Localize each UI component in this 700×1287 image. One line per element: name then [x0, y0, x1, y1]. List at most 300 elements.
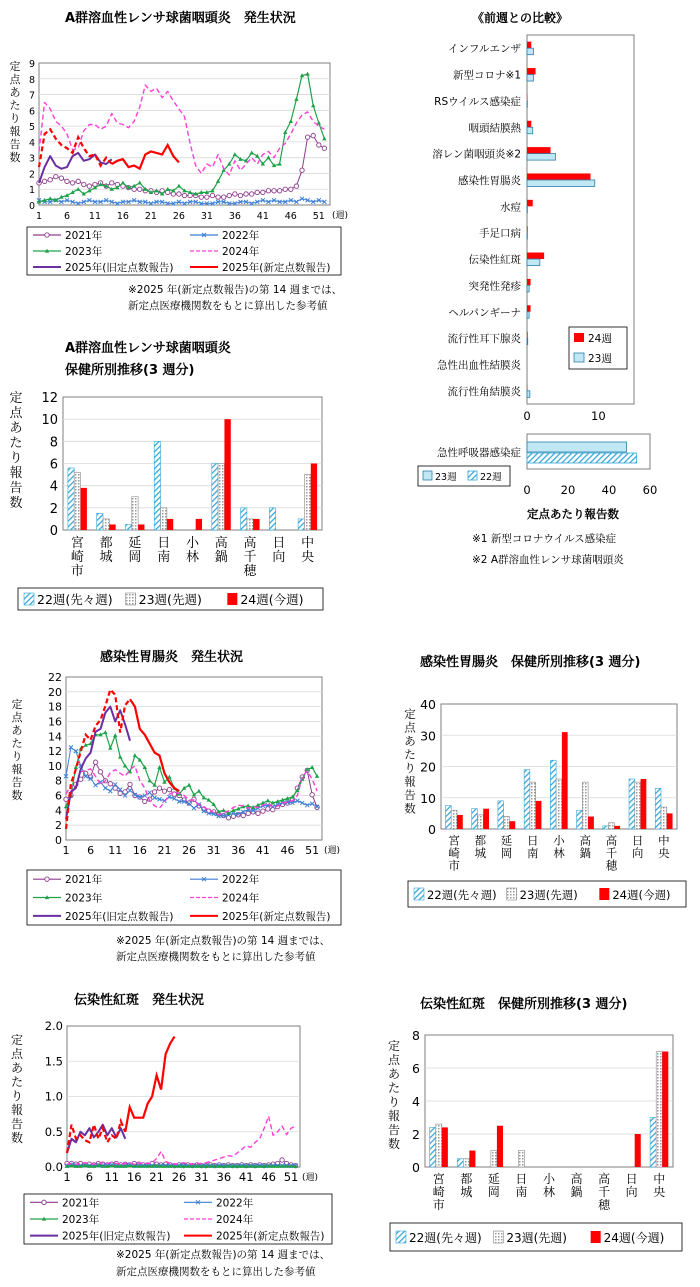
- office-label-char: 穂: [605, 858, 618, 873]
- gas-bar-subtitle: 保健所別推移(3 週分): [65, 363, 195, 378]
- y-tick-label: 2: [412, 1127, 420, 1142]
- point-marker: [138, 181, 142, 185]
- legend-label: 2022年: [216, 1197, 254, 1210]
- x-tick-label: 1: [62, 844, 70, 857]
- bar-w23: [218, 464, 224, 531]
- y-tick-label: 8: [412, 1028, 420, 1043]
- point-marker: [233, 152, 237, 156]
- y-tick-label: 14: [48, 730, 62, 744]
- bar-w22: [241, 508, 247, 530]
- x-tick-label: 21: [149, 1170, 164, 1184]
- x-tick-label: 46: [261, 1170, 276, 1184]
- ylabel-char: 定: [11, 698, 23, 711]
- point-marker: [108, 781, 112, 785]
- bar-w24: [483, 809, 489, 829]
- gas-line-ylabel: [10, 60, 22, 164]
- x-tick-label: 41: [255, 844, 270, 857]
- point-marker: [255, 190, 259, 194]
- y-tick-label: 12: [41, 391, 58, 406]
- point-marker: [93, 760, 97, 764]
- legend-label: 2022年: [222, 230, 260, 242]
- office-label-char: 城: [460, 1185, 473, 1199]
- legend-label: 22週(先々週): [427, 888, 497, 902]
- point-marker: [167, 787, 171, 791]
- legend-swatch: [227, 593, 237, 605]
- ylabel-char: り: [11, 750, 23, 763]
- point-marker: [70, 181, 74, 185]
- legend-label: 2025年(新定点数報告): [222, 262, 331, 274]
- point-marker: [216, 195, 220, 199]
- series-line-new2025: [125, 1037, 174, 1132]
- ylabel-char: 告: [9, 481, 23, 496]
- y-tick-label: 1: [28, 185, 35, 197]
- legend-label: 2021年: [65, 230, 103, 242]
- point-marker: [300, 168, 304, 172]
- legend-swatch: [507, 888, 517, 900]
- x-tick-label: 21: [144, 211, 157, 222]
- gas-bar-title: A群溶血性レンサ球菌咽頭炎: [65, 341, 231, 356]
- erythema-bar-ylabel: [388, 1039, 401, 1151]
- ylabel-char: 点: [9, 406, 23, 421]
- disease-label: 流行性角結膜炎: [447, 385, 521, 398]
- office-label-char: 崎: [70, 550, 84, 565]
- bar-w23: [132, 497, 138, 530]
- office-label-char: 千: [243, 550, 257, 565]
- bar-w23: [609, 823, 615, 829]
- bar-w22: [68, 468, 74, 530]
- bar-w24: [527, 173, 590, 180]
- disease-label: ヘルパンギーナ: [448, 306, 521, 319]
- legend-label: 23週(先週): [519, 888, 578, 902]
- point-marker: [162, 789, 166, 793]
- bar-w23: [635, 782, 641, 829]
- office-label-char: 日: [515, 1172, 528, 1186]
- x-tick-label: 0: [523, 483, 531, 497]
- point-marker: [59, 176, 63, 180]
- point-marker: [192, 806, 196, 810]
- legend-label: 24週(今週): [240, 592, 304, 607]
- legend-label: 2021年: [65, 874, 103, 887]
- ylabel-char: 点: [11, 711, 23, 724]
- erythema-line-title: 伝染性紅斑 発生状況: [74, 993, 205, 1008]
- point-marker: [322, 136, 326, 140]
- x-tick-label: 41: [238, 1170, 254, 1184]
- comparison-chart: [432, 35, 634, 423]
- x-tick-label: 51: [305, 844, 320, 857]
- bar-w24: [311, 464, 317, 531]
- point-marker: [133, 753, 137, 757]
- x-tick-label: 1: [35, 211, 43, 222]
- bar-w24: [588, 817, 594, 830]
- office-label-char: 南: [157, 550, 171, 565]
- series-line-new2025: [130, 699, 179, 791]
- gas-line-note-1: ※2025 年(新定点数報告)の第 14 週までは、: [128, 284, 343, 296]
- point-marker: [305, 72, 309, 76]
- point-marker: [138, 187, 142, 191]
- bar-w23: [247, 519, 253, 530]
- office-label-char: 宮: [70, 536, 84, 551]
- disease-label: インフルエンザ: [447, 43, 521, 56]
- bar-w22: [629, 779, 635, 829]
- bar-w22: [650, 1118, 656, 1168]
- gastro-bar-chart: [420, 697, 677, 873]
- bar-w24: [497, 1126, 503, 1167]
- y-tick-label: 22: [48, 671, 62, 684]
- legend-label: 2025年(旧定点数報告): [65, 910, 174, 923]
- point-marker: [110, 181, 114, 185]
- legend-swatch: [414, 888, 424, 900]
- point-marker: [87, 184, 91, 188]
- disease-label: RSウイルス感染症: [434, 95, 521, 108]
- point-marker: [244, 192, 248, 196]
- y-tick-label: 1.0: [44, 1089, 63, 1104]
- legend-label: 23週(先週): [506, 1231, 567, 1245]
- bar-w24: [536, 801, 542, 829]
- bar-w23: [582, 782, 588, 829]
- x-tick-label: 31: [194, 1170, 209, 1184]
- point-marker: [238, 193, 242, 197]
- point-marker: [249, 151, 253, 155]
- point-marker: [98, 770, 102, 774]
- y-tick-label: 10: [48, 759, 62, 773]
- ylabel-char: 点: [387, 1053, 401, 1067]
- bar-w22: [527, 453, 637, 463]
- x-tick-label: 40: [601, 483, 617, 497]
- bar-w24: [662, 1052, 668, 1168]
- bar-w23: [661, 807, 667, 829]
- bar-w23: [656, 1052, 662, 1168]
- erythema-line-note-1: ※2025 年(新定点数報告)の第 14 週までは、: [116, 1249, 331, 1261]
- y-tick-label: 8: [28, 74, 35, 86]
- ylabel-char: 数: [9, 151, 21, 164]
- y-tick-label: 1.5: [44, 1054, 63, 1069]
- office-label-char: 都: [460, 1172, 473, 1186]
- disease-label: 感染性胃腸炎: [458, 174, 521, 187]
- bar-w23: [527, 75, 533, 82]
- legend-label: 24週(今週): [603, 1231, 665, 1245]
- bar-w24: [527, 121, 531, 128]
- legend-swatch: [599, 888, 609, 900]
- y-tick-label: 18: [48, 700, 62, 714]
- gas-bar-legend: [18, 588, 323, 610]
- x-tick-label: 26: [182, 844, 197, 857]
- office-label-char: 鍋: [214, 550, 228, 565]
- bar-w24: [457, 815, 463, 829]
- legend-swatch: [468, 471, 477, 480]
- y-tick-label: 0: [428, 822, 436, 837]
- x-tick-label: 36: [228, 211, 241, 222]
- ylabel-char: 定: [387, 1039, 401, 1053]
- gastro-bar-ylabel: [404, 707, 416, 816]
- bar-w23: [527, 180, 595, 187]
- bar-w23: [161, 508, 167, 530]
- y-tick-label: 6: [55, 789, 62, 803]
- point-marker: [266, 189, 270, 193]
- legend-label: 2025年(新定点数報告): [216, 1230, 325, 1243]
- point-marker: [249, 192, 253, 196]
- office-label-char: 鍋: [570, 1185, 583, 1199]
- legend-swatch: [24, 593, 34, 605]
- bar-w24: [442, 1127, 448, 1167]
- disease-label: 手足口病: [479, 227, 521, 240]
- y-tick-label: 8: [55, 774, 62, 788]
- legend-label: 2023年: [65, 892, 103, 905]
- point-marker: [187, 783, 191, 787]
- bar-w23: [527, 285, 529, 292]
- legend-swatch: [574, 333, 584, 342]
- gastro-line-note-2: 新定点医療機関数をもとに算出した参考値: [116, 951, 316, 963]
- y-tick-label: 2.0: [44, 1019, 63, 1033]
- gastro-line-title: 感染性胃腸炎 発生状況: [100, 650, 244, 665]
- office-label-char: 崎: [448, 846, 460, 860]
- office-label-char: 央: [301, 550, 315, 565]
- bar-w23: [477, 815, 483, 829]
- ylabel-char: た: [387, 1081, 401, 1095]
- erythema-bar-title: 伝染性紅斑 保健所別推移(3 週分): [420, 997, 628, 1012]
- point-marker: [108, 746, 112, 750]
- legend-label: 24週(今週): [612, 888, 671, 902]
- bar-w23: [436, 1124, 442, 1167]
- office-label-char: 小: [542, 1172, 556, 1186]
- point-marker: [272, 189, 276, 193]
- x-tick-label: 36: [216, 1170, 232, 1184]
- ylabel-char: 報: [9, 466, 23, 481]
- point-marker: [82, 182, 86, 186]
- y-tick-label: 0: [28, 201, 35, 212]
- disease-label: 水痘: [500, 201, 521, 214]
- bar-w24: [527, 279, 531, 286]
- office-label-char: 延: [128, 536, 142, 551]
- office-label-char: 高: [570, 1172, 583, 1186]
- point-marker: [45, 877, 49, 881]
- point-marker: [283, 187, 287, 191]
- x-tick-label: 60: [642, 483, 658, 497]
- legend-label: 2025年(旧定点数報告): [62, 1230, 171, 1243]
- legend-label: 22週(先々週): [37, 592, 113, 607]
- x-tick-label: 21: [157, 844, 172, 857]
- office-label-char: 市: [432, 1198, 445, 1212]
- ylabel-char: り: [387, 1095, 401, 1109]
- ylabel-char: り: [9, 112, 21, 125]
- bar-w24: [138, 524, 144, 530]
- office-label-char: 向: [631, 846, 644, 860]
- office-label-char: 岡: [128, 550, 142, 565]
- office-label-char: 高: [598, 1172, 611, 1186]
- office-label-char: 小: [553, 833, 565, 848]
- office-label-char: 千: [598, 1185, 611, 1199]
- office-label-char: 城: [99, 550, 113, 565]
- bar-w23: [504, 817, 510, 830]
- point-marker: [48, 178, 52, 182]
- point-marker: [182, 193, 186, 197]
- bar-w23: [556, 779, 562, 829]
- bar-w24: [527, 226, 528, 233]
- x-tick-label: 46: [284, 211, 297, 222]
- point-marker: [177, 192, 181, 196]
- x-tick-label: 11: [108, 844, 123, 857]
- bar-w23: [451, 810, 457, 829]
- bar-w24: [81, 488, 87, 530]
- y-tick-label: 0: [55, 834, 62, 847]
- erythema-bar-legend: [390, 1223, 682, 1251]
- x-tick-label: 31: [200, 211, 213, 222]
- disease-label: 流行性耳下腺炎: [447, 333, 521, 346]
- ylabel-char: 点: [404, 720, 416, 735]
- x-unit-label: (週): [324, 846, 341, 856]
- y-tick-label: 16: [48, 715, 62, 729]
- y-tick-label: 4: [412, 1094, 420, 1109]
- x-tick-label: 6: [85, 1170, 94, 1184]
- y-tick-label: 20: [420, 759, 436, 775]
- point-marker: [177, 184, 181, 188]
- ylabel-char: あ: [11, 724, 23, 737]
- office-label-char: 南: [527, 846, 539, 860]
- bar-w22: [577, 810, 583, 829]
- x-tick-label: 1: [63, 1170, 71, 1184]
- disease-label: 急性出血性結膜炎: [437, 359, 521, 372]
- x-tick-label: 10: [591, 409, 606, 423]
- bar-w23: [304, 475, 310, 530]
- bar-w24: [509, 821, 515, 829]
- ylabel-char: 告: [387, 1123, 401, 1137]
- point-marker: [233, 192, 237, 196]
- bar-w23: [491, 1151, 497, 1168]
- bar-w22: [445, 806, 451, 829]
- bar-w24: [635, 1134, 641, 1167]
- bar-w23: [463, 1159, 469, 1167]
- ylabel-char: あ: [10, 1061, 24, 1075]
- x-tick-label: 26: [172, 211, 185, 222]
- point-marker: [266, 798, 270, 802]
- ylabel-char: り: [404, 761, 416, 775]
- point-marker: [310, 793, 314, 797]
- office-label-char: 岡: [500, 846, 513, 860]
- bar-w24: [224, 419, 230, 530]
- ylabel-char: 定: [9, 60, 21, 73]
- x-tick-label: 51: [283, 1170, 299, 1184]
- office-label-char: 小: [185, 536, 200, 551]
- y-tick-label: 8: [49, 435, 58, 451]
- office-label-char: 岡: [487, 1185, 500, 1199]
- ylabel-char: あ: [9, 86, 21, 99]
- ylabel-char: り: [10, 1089, 24, 1103]
- series-line-new2025: [112, 145, 179, 169]
- erythema-bar-chart: [412, 1028, 673, 1212]
- point-marker: [157, 786, 161, 790]
- erythema-line-note-2: 新定点医療機関数をもとに算出した参考値: [116, 1266, 316, 1278]
- point-marker: [300, 801, 304, 805]
- bar-w23: [527, 391, 530, 398]
- y-tick-label: 2: [55, 819, 62, 833]
- bar-w23: [530, 782, 536, 829]
- ylabel-char: 数: [387, 1137, 401, 1151]
- bar-w22: [430, 1127, 436, 1167]
- x-tick-label: 11: [104, 1170, 120, 1184]
- erythema-line-chart: [45, 1019, 318, 1184]
- x-tick-label: 6: [63, 211, 71, 222]
- legend-label: 23週: [588, 353, 612, 365]
- ylabel-char: 定: [9, 391, 23, 406]
- point-marker: [199, 195, 203, 199]
- legend-label: 2021年: [62, 1197, 100, 1210]
- ylabel-char: 告: [9, 138, 21, 151]
- ylabel-char: 報: [10, 1103, 24, 1117]
- office-label-char: 林: [185, 550, 200, 565]
- legend-label: 22週: [480, 472, 502, 483]
- point-marker: [128, 782, 132, 786]
- point-marker: [289, 119, 293, 123]
- legend-label: 2024年: [222, 892, 260, 905]
- point-marker: [227, 193, 231, 197]
- point-marker: [108, 789, 112, 793]
- ylabel-char: 数: [404, 801, 416, 816]
- x-tick-label: 16: [132, 844, 147, 857]
- y-tick-label: 0.0: [44, 1160, 63, 1174]
- bar-w23: [103, 519, 109, 530]
- point-marker: [42, 179, 46, 183]
- point-marker: [221, 195, 225, 199]
- point-marker: [76, 179, 80, 183]
- y-tick-label: 5: [28, 122, 35, 134]
- x-tick-label: 31: [206, 844, 221, 857]
- legend-swatch: [493, 1231, 503, 1243]
- office-label-char: 林: [542, 1185, 556, 1199]
- bar-w24: [527, 253, 544, 259]
- office-label-char: 都: [474, 833, 487, 848]
- point-marker: [42, 1200, 46, 1204]
- series-line-y2022: [39, 199, 324, 204]
- point-marker: [94, 783, 98, 787]
- gastro-line-chart: [48, 671, 340, 857]
- disease-label: 溶レン菌咽頭炎※2: [432, 148, 521, 161]
- erythema-line-ylabel: [11, 1033, 24, 1145]
- bar-w23: [527, 127, 533, 134]
- x-tick-label: 51: [312, 211, 325, 222]
- bar-w24: [196, 519, 202, 530]
- ylabel-char: あ: [404, 734, 416, 748]
- series-line-y2023: [67, 1166, 296, 1167]
- y-tick-label: 10: [420, 790, 436, 806]
- point-marker: [103, 786, 107, 790]
- y-tick-label: 12: [48, 745, 62, 759]
- disease-label: 急性呼吸器感染症: [437, 447, 521, 459]
- office-label-char: 日: [527, 833, 539, 848]
- bar-w24: [527, 200, 533, 207]
- office-label-char: 崎: [432, 1185, 445, 1199]
- bar-w24: [527, 68, 536, 75]
- office-label-char: 市: [70, 564, 84, 579]
- gas-bar-chart: [41, 391, 322, 579]
- ylabel-char: 定: [10, 1033, 24, 1047]
- bar-w24: [109, 524, 115, 530]
- office-label-char: 日: [157, 536, 171, 551]
- point-marker: [294, 97, 298, 101]
- y-tick-label: 0: [49, 524, 58, 539]
- ylabel-char: 報: [9, 125, 21, 138]
- x-tick-label: 36: [231, 844, 246, 857]
- bar-w22: [269, 508, 275, 530]
- series-line-y2024: [67, 1116, 296, 1164]
- office-label-char: 穂: [243, 564, 257, 579]
- gastro-bar-legend: [408, 881, 686, 907]
- legend-swatch: [126, 593, 136, 605]
- office-label-char: 高: [605, 833, 618, 848]
- ylabel-char: 報: [404, 774, 416, 789]
- bar-w22: [524, 770, 530, 829]
- office-label-char: 林: [553, 846, 565, 860]
- bar-w22: [97, 513, 103, 530]
- ylabel-char: 点: [10, 1047, 24, 1061]
